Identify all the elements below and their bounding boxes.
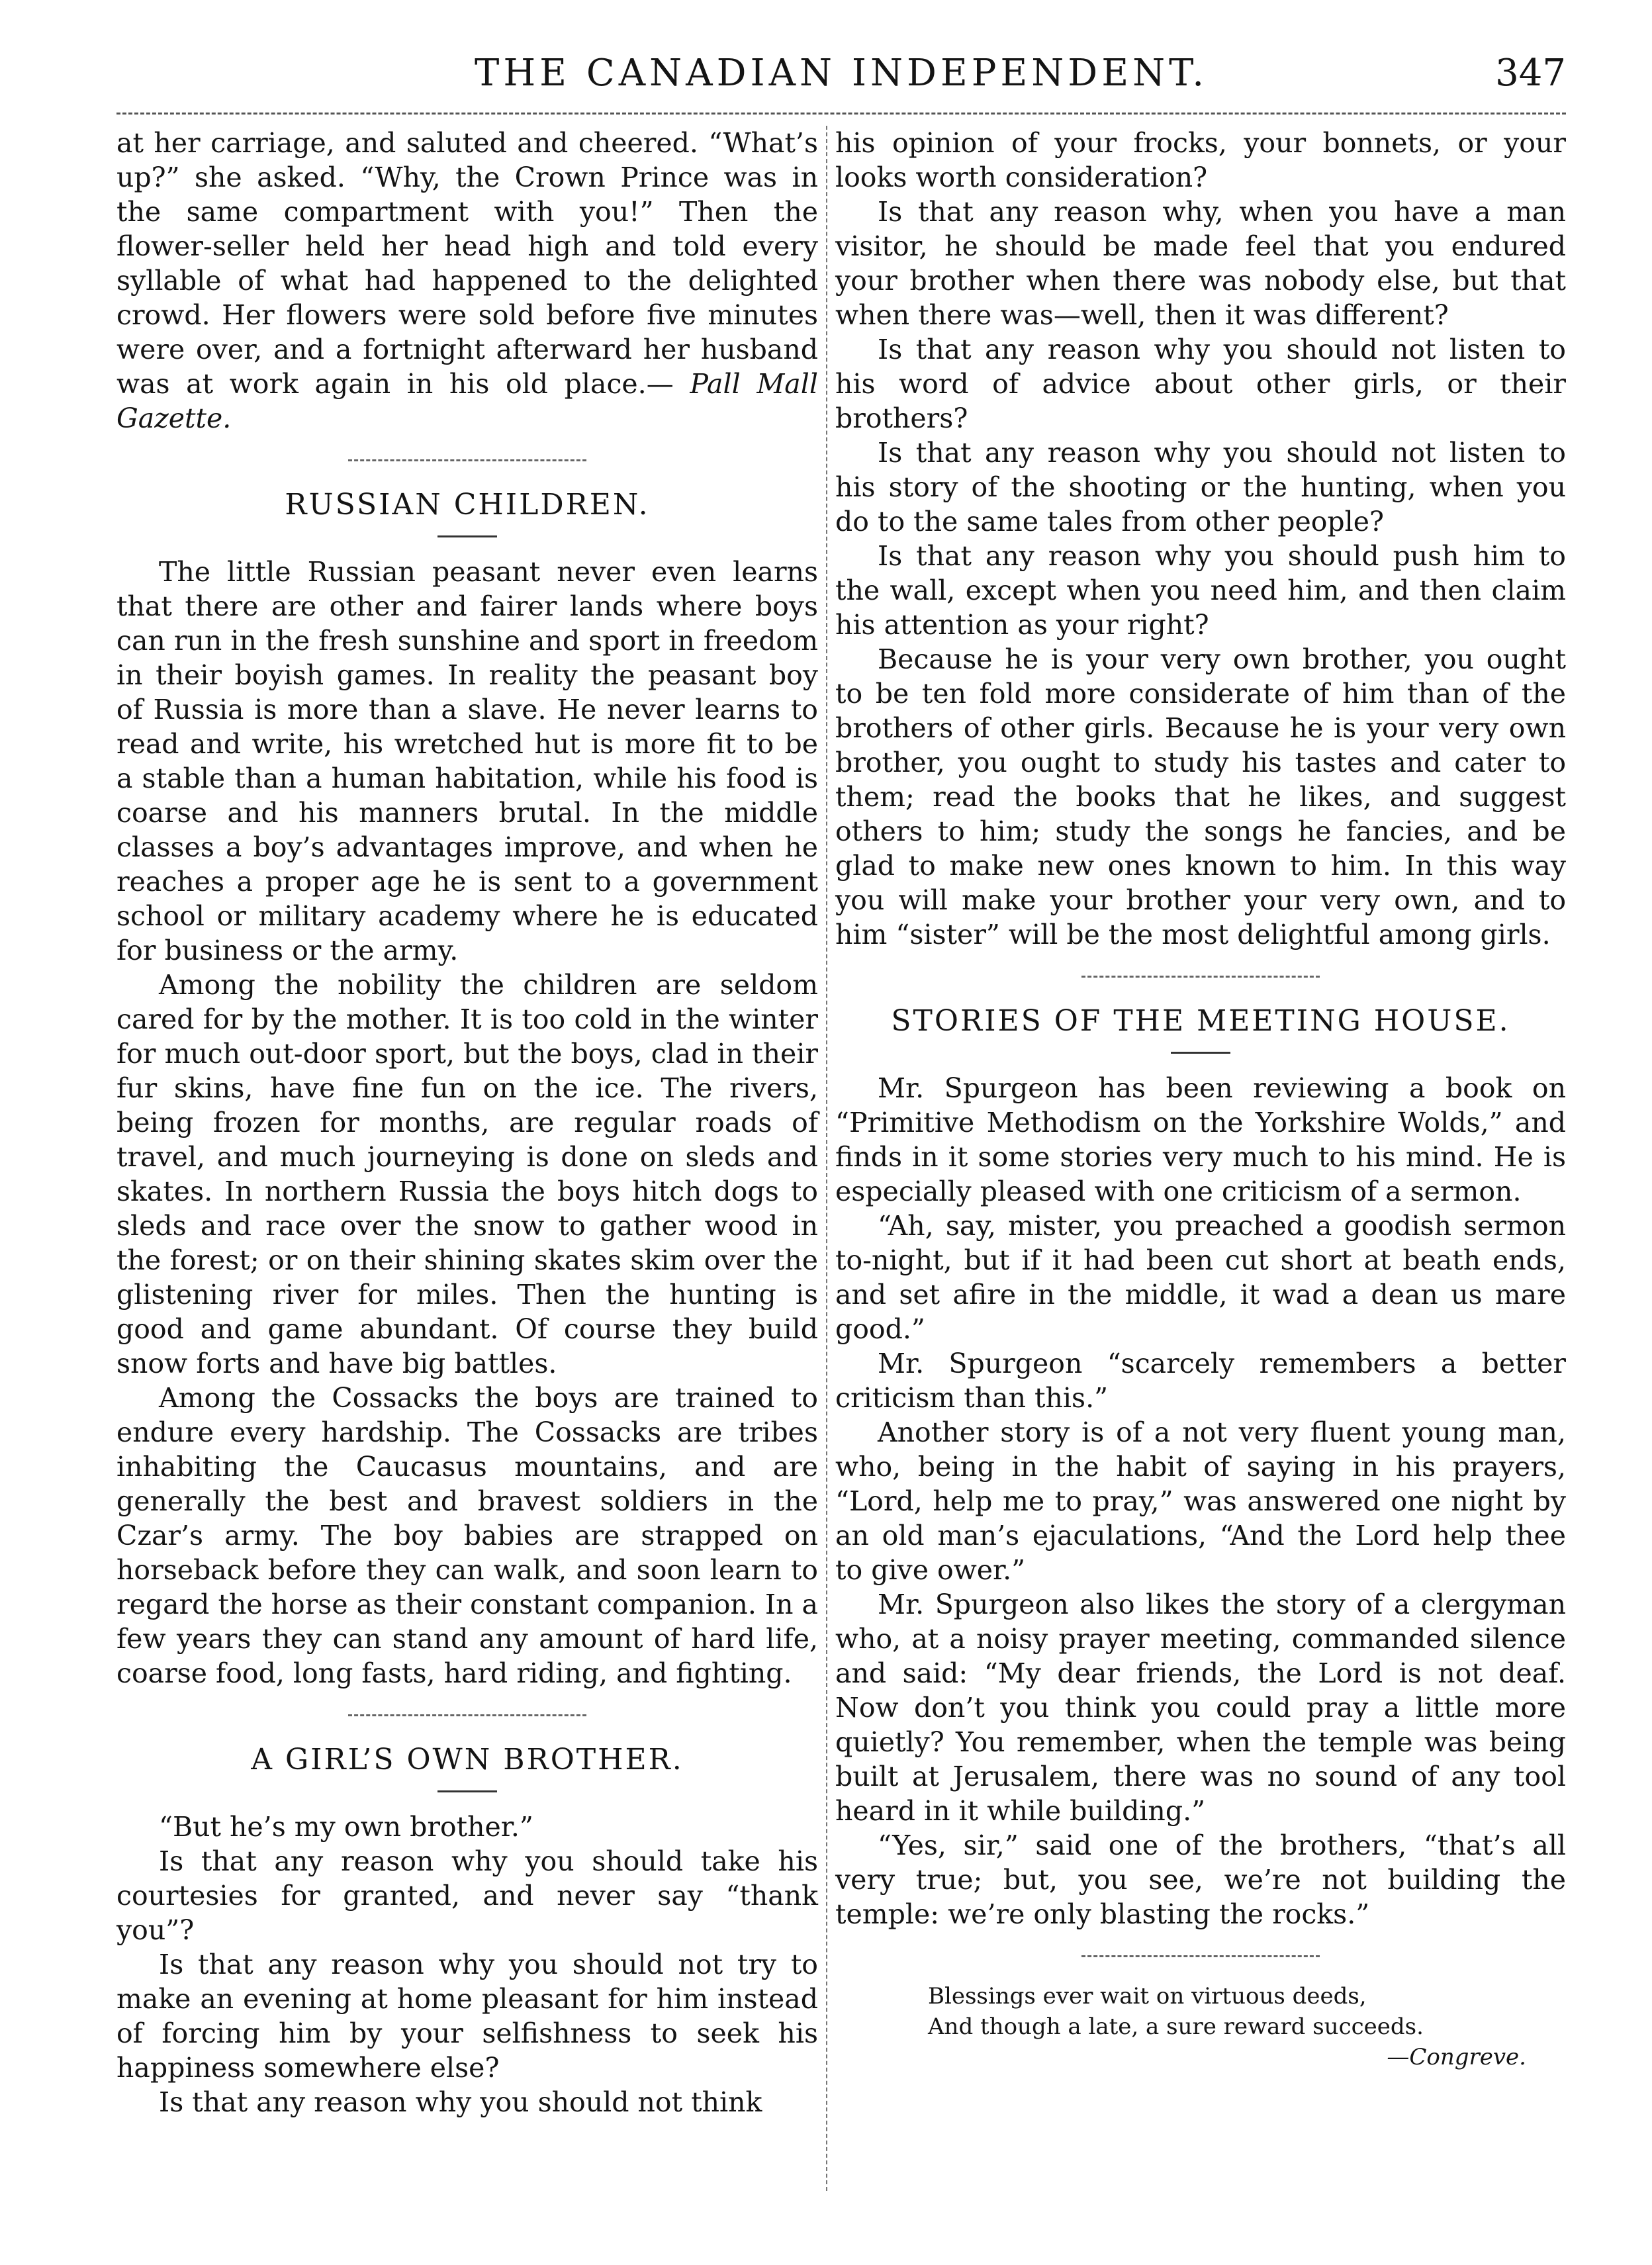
right-column bbox=[835, 126, 1566, 2072]
paragraph: his opinion of your frocks, your bonnets, or your looks worth consideration? bbox=[835, 127, 1566, 193]
verse-line: Blessings ever wait on virtuous deeds, bbox=[928, 1983, 1367, 2010]
verse-line: And though a late, a sure reward succeeds. bbox=[928, 2013, 1424, 2040]
title-rule bbox=[437, 535, 497, 537]
paragraph: Mr. Spurgeon also likes the story of a clergyman who, at a noisy prayer meeting, commanded silence and said: “My dear friends, the Lord is not deaf. Now don’t you think you could pray a little more quietly? You remember, when the temple was being built at Jerusalem, there was no sound of any tool heard in it while building.” bbox=[835, 1589, 1566, 1827]
article-title-stories-meeting-house: STORIES OF THE MEETING HOUSE. bbox=[891, 1004, 1510, 1038]
paragraph: Is that any reason why you should take his courtesies for granted, and never say “thank you”? bbox=[116, 1845, 818, 1946]
paragraph: The little Russian peasant never even learns that there are other and fairer lands where boys can run in the fresh sunshine and sport in freedom in their boyish games. In reality the peasant boy of Russia is more than a slave. He never learns to read and write, his wretched hut is more fit to be a stable than a human habitation, while his food is coarse and his manners brutal. In the middle classes a boy’s advantages improve, and when he reaches a proper age he is sent to a government school or military academy where he is educated for business or the army. bbox=[116, 556, 818, 966]
article-title-girls-own-brother: A GIRL’S OWN BROTHER. bbox=[251, 1743, 684, 1777]
paragraph: Among the nobility the children are seldom cared for by the mother. It is too cold in the winter for much out-door sport, but the boys, clad in their fur skins, have fine fun on the ice. The rivers, being frozen for months, are regular roads of travel, and much journeying is done on sleds and skates. In northern Russia the boys hitch dogs to sleds and race over the snow to gather wood in the forest; or on their shining skates skim over the glistening river for miles. Then the hunting is good and game abundant. Of course they build snow forts and have big battles. bbox=[116, 969, 818, 1379]
paragraph: “Ah, say, mister, you preached a goodish sermon to-night, but if it had been cut short at beath ends, and set afire in the middle, it wad a dean us mare good.” bbox=[835, 1210, 1566, 1345]
left-column bbox=[116, 126, 818, 2119]
header-rule bbox=[116, 113, 1566, 115]
paragraph: Because he is your very own brother, you ought to be ten fold more considerate of him than of the brothers of other girls. Because he is your very own brother, you ought to study his tastes and cater to them; read the books that he likes, and suggest others to him; study the songs he fancies, and be glad to make new ones known to him. In this way you will make your brother your very own, and to him “sister” will be the most delightful among girls. bbox=[835, 643, 1566, 950]
paragraph: Is that any reason why you should not think bbox=[159, 2086, 762, 2118]
closing-verse bbox=[928, 1981, 1566, 2072]
paragraph: “But he’s my own brother.” bbox=[159, 1811, 533, 1843]
paragraph: Is that any reason why you should not try to make an evening at home pleasant for him instead of forcing him by your selfishness to seek his happiness somewhere else? bbox=[116, 1949, 818, 2084]
article-continuation: at her carriage, and saluted and cheered. “What’s up?” she asked. “Why, the Crown Prince was in the same compartment with you!” Then the flower-seller held her head high and told every syllable of what had happened to the delighted crowd. Her flowers were sold before five minutes were over, and a fortnight afterward her husband was at work again in his old place.— Pall Mall Gazette. bbox=[116, 127, 818, 434]
title-rule bbox=[1171, 1052, 1230, 1054]
paragraph: Is that any reason why you should push him to the wall, except when you need him, and then claim his attention as your right? bbox=[835, 540, 1566, 641]
page-header bbox=[116, 52, 1566, 111]
publication-title: THE CANADIAN INDEPENDENT. bbox=[474, 52, 1208, 95]
paragraph: Mr. Spurgeon has been reviewing a book on “Primitive Methodism on the Yorkshire Wolds,” and finds in it some stories very much to his mind. He is especially pleased with one criticism of a sermon. bbox=[835, 1072, 1566, 1207]
paragraph: Another story is of a not very fluent young man, who, being in the habit of saying in his prayers, “Lord, help me to pray,” was answered one night by an old man’s ejaculations, “And the Lord help thee to give ower.” bbox=[835, 1416, 1566, 1586]
paragraph: Is that any reason why you should not listen to his story of the shooting or the hunting, when you do to the same tales from other people? bbox=[835, 437, 1566, 537]
title-rule bbox=[437, 1790, 497, 1792]
section-separator bbox=[1081, 1955, 1320, 1957]
column-divider bbox=[826, 126, 827, 2191]
paragraph: Mr. Spurgeon “scarcely remembers a better criticism than this.” bbox=[835, 1348, 1566, 1414]
article-title-russian-children: RUSSIAN CHILDREN. bbox=[285, 488, 650, 522]
paragraph: “Yes, sir,” said one of the brothers, “that’s all very true; but, you see, we’re not building the temple: we’re only blasting the rocks.” bbox=[835, 1829, 1566, 1930]
section-separator bbox=[1081, 976, 1320, 978]
source-credit: Pall Mall Gazette. bbox=[116, 368, 818, 434]
paragraph: Is that any reason why, when you have a man visitor, he should be made feel that you endured your brother when there was nobody else, but that when there was—well, then it was different? bbox=[835, 196, 1566, 331]
section-separator bbox=[348, 459, 586, 461]
paragraph: Among the Cossacks the boys are trained to endure every hardship. The Cossacks are tribes inhabiting the Caucasus mountains, and are generally the best and bravest soldiers in the Czar’s army. The boy babies are strapped on horseback before they can walk, and soon learn to regard the horse as their constant companion. In a few years they can stand any amount of hard life, coarse food, long fasts, hard riding, and fighting. bbox=[116, 1382, 818, 1689]
page-number: 347 bbox=[1495, 52, 1566, 95]
section-separator bbox=[348, 1714, 586, 1716]
paragraph: Is that any reason why you should not listen to his word of advice about other girls, or their brothers? bbox=[835, 334, 1566, 434]
verse-attribution: —Congreve. bbox=[1387, 2044, 1526, 2070]
